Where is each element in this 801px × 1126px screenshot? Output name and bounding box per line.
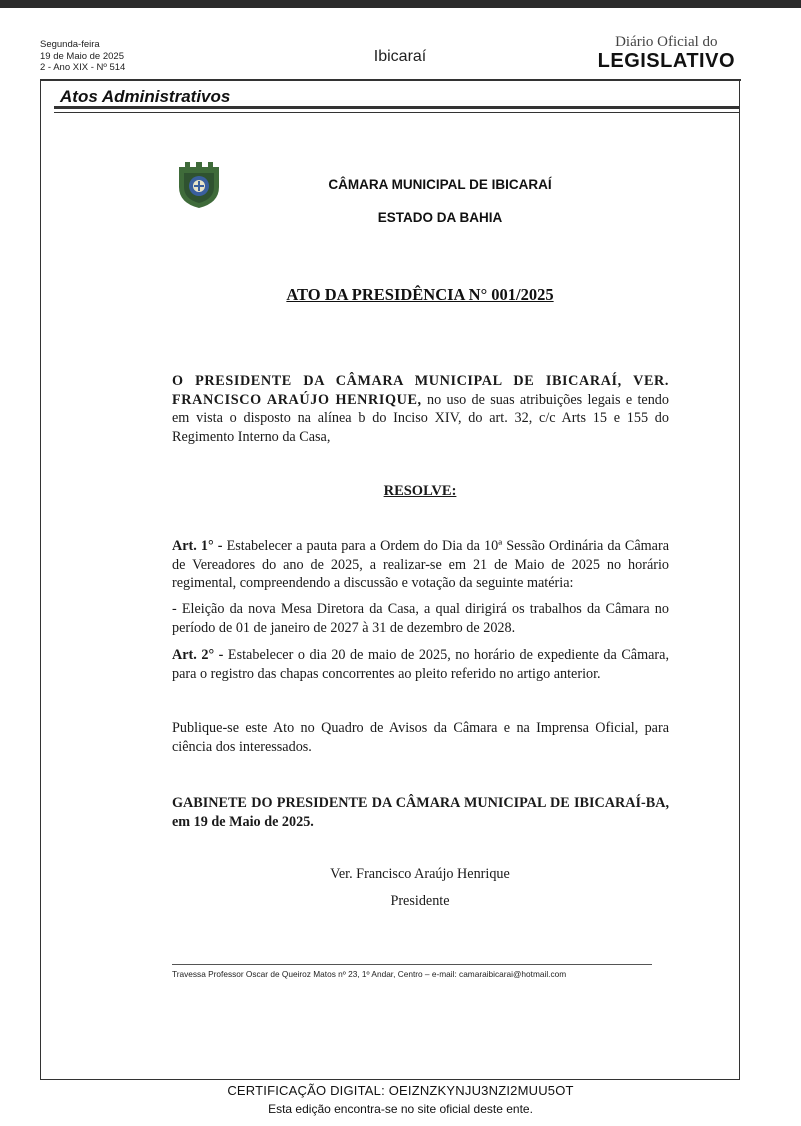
article-2 bbox=[172, 646, 669, 683]
header-weekday: Segunda-feira bbox=[40, 39, 100, 50]
signer-name: Ver. Francisco Araújo Henrique bbox=[330, 866, 510, 882]
signer-role: Presidente bbox=[390, 893, 450, 909]
article-2-text: Estabelecer o dia 20 de maio de 2025, no horário de expediente da Câmara, para o registro das chapas concorrentes ao pleito referido no artigo anterior. bbox=[172, 647, 670, 682]
article-1-text: Estabelecer a pauta para a Ordem do Dia da 10ª Sessão Ordinária da Câmara de Vereadores do ano de 2025, a realizar-se em 21 de Maio de 2025 no horário regimental, compreendendo a discussão e votação da seguinte matéria: bbox=[172, 538, 669, 591]
top-edge bbox=[0, 0, 801, 8]
org-state: ESTADO DA BAHIA bbox=[377, 210, 503, 225]
org-name: CÂMARA MUNICIPAL DE IBICARAÍ bbox=[328, 177, 552, 192]
journal-logo-small: Diário Oficial do bbox=[615, 34, 718, 50]
article-1 bbox=[172, 537, 669, 593]
intro-paragraph bbox=[172, 372, 669, 446]
footer-address: Travessa Professor Oscar de Queiroz Matos nº 23, 1º Andar, Centro – e-mail: camaraibicarai@hotmail.com bbox=[172, 969, 567, 979]
intro-bold: O PRESIDENTE DA CÂMARA MUNICIPAL DE IBICARAÍ, VER. FRANCISCO ARAÚJO HENRIQUE, bbox=[172, 373, 669, 408]
intro-text: no uso de suas atribuições legais e tendo em vista o disposto na alínea b do Inciso XIV, do art. 32, c/c Arts 15 e 155 do Regimento Interno da Casa, bbox=[172, 391, 669, 445]
office-paragraph: GABINETE DO PRESIDENTE DA CÂMARA MUNICIPAL DE IBICARAÍ-BA, em 19 de Maio de 2025. bbox=[172, 795, 669, 830]
header-date: 19 de Maio de 2025 bbox=[40, 50, 124, 62]
section-title: Atos Administrativos bbox=[60, 87, 231, 106]
agenda-item: - Eleição da nova Mesa Diretora da Casa, a qual dirigirá os trabalhos da Câmara no período de 01 de janeiro de 2027 à 31 de dezembro de 2028. bbox=[172, 601, 669, 636]
section-rule-thin bbox=[54, 112, 739, 113]
header-meta bbox=[40, 39, 125, 74]
journal-logo bbox=[598, 34, 735, 71]
article-1-label: Art. 1° - bbox=[172, 538, 223, 554]
footer-rule bbox=[172, 964, 652, 965]
resolve-heading: RESOLVE: bbox=[383, 483, 457, 499]
header-edition: 2 - Ano XIX - Nº 514 bbox=[40, 62, 126, 73]
header-city: Ibicaraí bbox=[373, 48, 427, 65]
coat-of-arms-icon bbox=[176, 157, 222, 209]
edition-note: Esta edição encontra-se no site oficial deste ente. bbox=[268, 1102, 533, 1116]
article-2-label: Art. 2° - bbox=[172, 647, 224, 663]
act-title: ATO DA PRESIDÊNCIA N° 001/2025 bbox=[286, 285, 554, 304]
section-rule-thick bbox=[54, 106, 739, 109]
publish-paragraph: Publique-se este Ato no Quadro de Avisos da Câmara e na Imprensa Oficial, para ciência dos interessados. bbox=[172, 720, 669, 755]
digital-certification: CERTIFICAÇÃO DIGITAL: OEIZNZKYNJU3NZI2MUU5OT bbox=[227, 1083, 574, 1098]
journal-logo-big: LEGISLATIVO bbox=[597, 50, 735, 72]
